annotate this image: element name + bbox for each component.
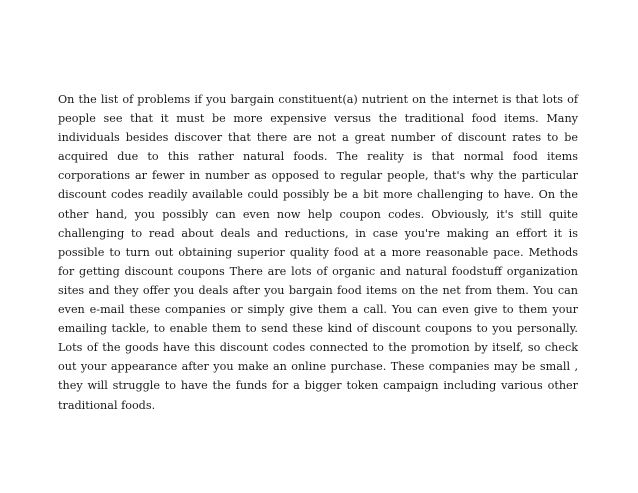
body-paragraph: On the list of problems if you bargain constituent(a) nutrient on the internet is that lots of people see that it must be more expensive versus the traditional food items. Many individuals besides discover that there are not a great number of discount rates to be acquired due to this rather natural foods. The reality is that normal food items corporations ar fewer in number as opposed to regular people, that's why the particular discount codes readily available could possibly be a bit more challenging to have. On the other hand, you possibly can even now help coupon codes. Obviously, it's still quite challenging to read about deals and reductions, in case you're making an effort it is possible to turn out obtaining superior quality food at a more reasonable pace. Methods for getting discount coupons There are lots of organic and natural foodstuff organization sites and they offer you deals after you bargain food items on the net from them. You can even e-mail these companies or simply give them a call. You can even give to them your emailing tackle, to enable them to send these kind of discount coupons to you personally. Lots of the goods have this discount codes connected to the promotion by itself, so check out your appearance after you make an online purchase. These companies may be small , they will struggle to have the funds for a bigger token campaign including various other traditional foods. — [58, 93, 578, 412]
